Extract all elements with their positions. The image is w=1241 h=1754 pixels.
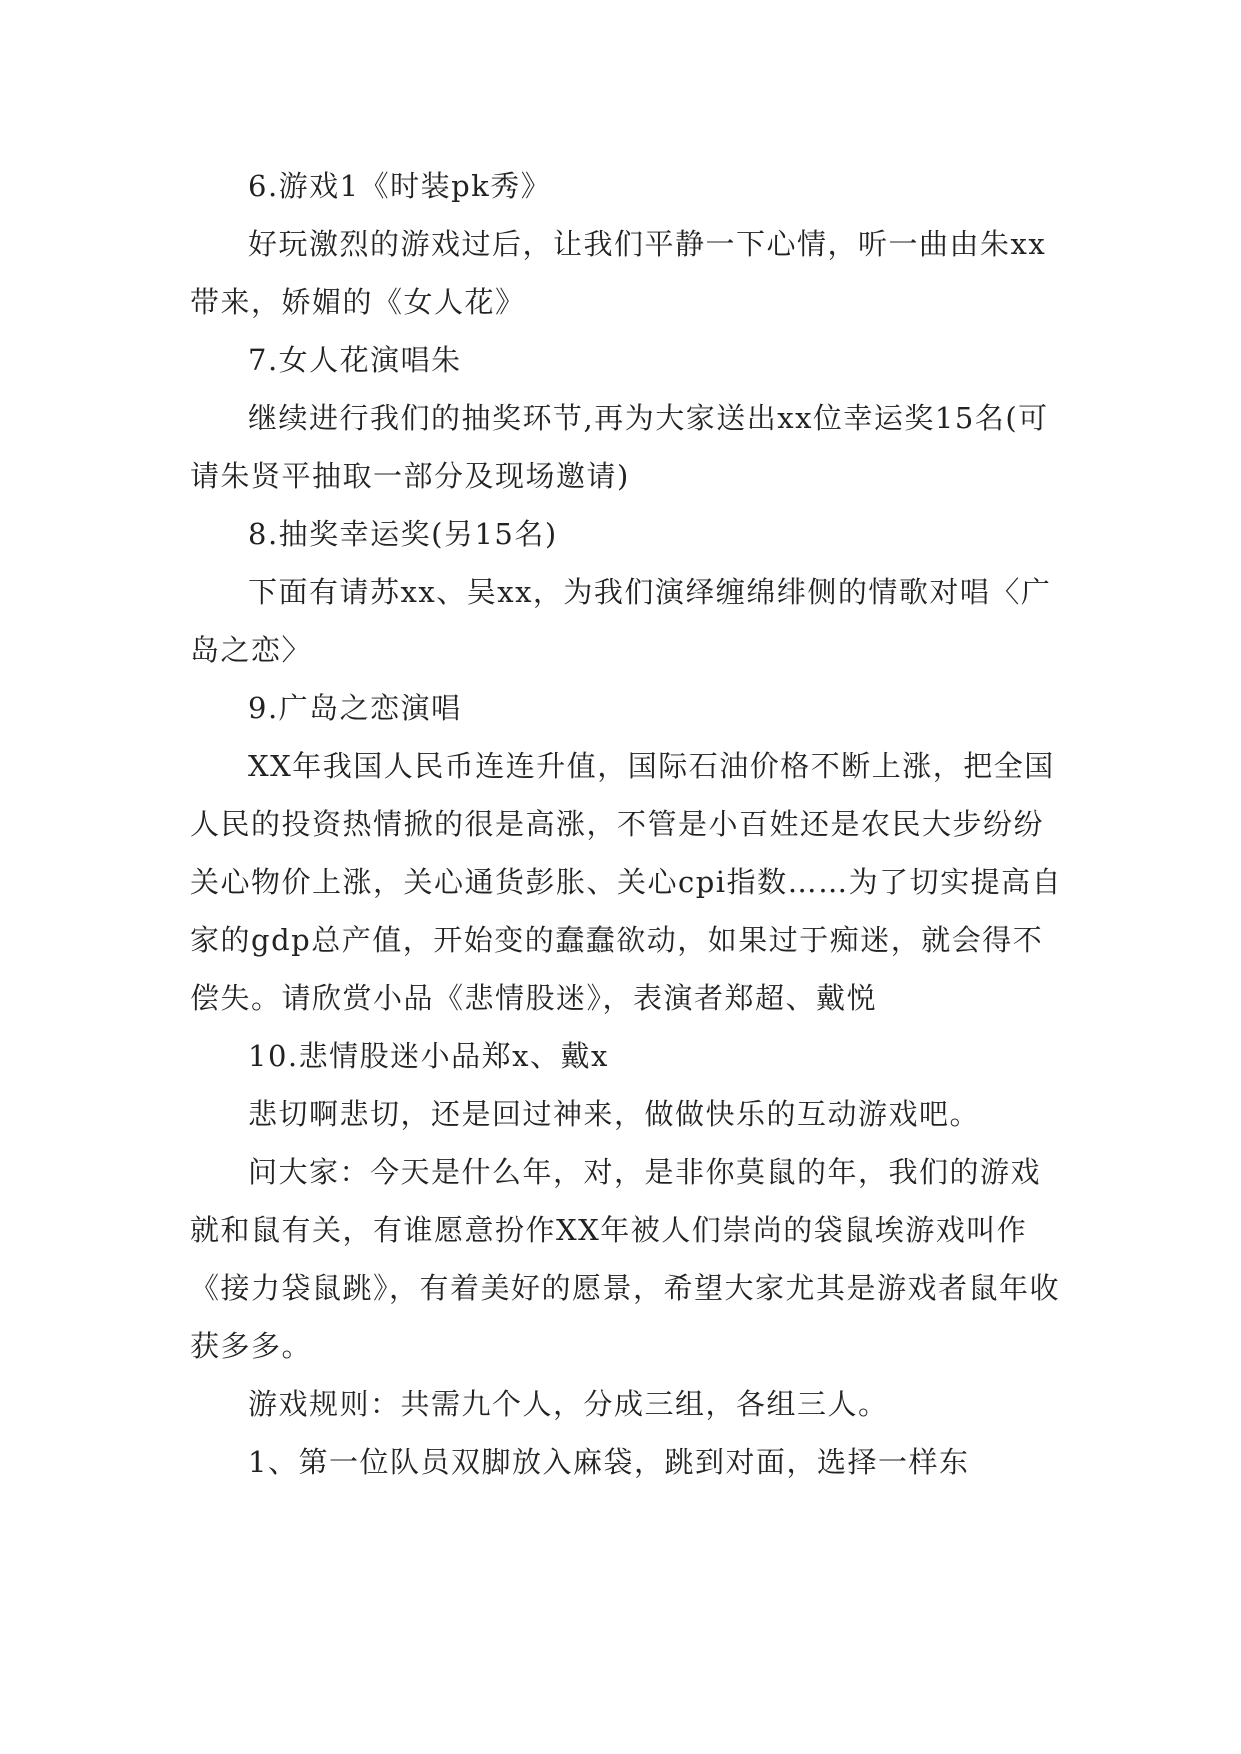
paragraph-game-rules: 游戏规则：共需九个人，分成三组，各组三人。	[248, 1387, 889, 1421]
document-body	[190, 157, 1070, 1491]
paragraph-item-8-title: 8.抽奖幸运奖(另15名)	[248, 517, 558, 551]
paragraph-item-6-title: 6.游戏1《时装pk秀》	[248, 169, 552, 203]
paragraph-rule-1: 1、第一位队员双脚放入麻袋，跳到对面，选择一样东	[248, 1445, 970, 1479]
paragraph-skit-intro: XX年我国人民币连连升值，国际石油价格不断上涨，把全国人民的投资热情掀的很是高涨，不管是小百姓还是农民大步纷纷关心物价上涨，关心通货彭胀、关心cpi指数……为了切实提高自家的gdp总产值，开始变的蠢蠢欲动，如果过于痴迷，就会得不偿失。请欣赏小品《悲情股迷》，表演者郑超、戴悦	[190, 749, 1063, 1015]
paragraph-intro-song: 好玩激烈的游戏过后，让我们平静一下心情，听一曲由朱xx带来，娇媚的《女人花》	[190, 227, 1047, 319]
paragraph-item-9-title: 9.广岛之恋演唱	[248, 691, 462, 725]
paragraph-game-intro: 问大家：今天是什么年，对，是非你莫鼠的年，我们的游戏就和鼠有关，有谁愿意扮作XX年被人们崇尚的袋鼠埃游戏叫作《接力袋鼠跳》，有着美好的愿景，希望大家尤其是游戏者鼠年收获多多。	[190, 1155, 1061, 1363]
paragraph-duet-intro: 下面有请苏xx、吴xx，为我们演绎缠绵绯侧的情歌对唱〈广岛之恋〉	[190, 575, 1052, 667]
paragraph-game-transition: 悲切啊悲切，还是回过神来，做做快乐的互动游戏吧。	[248, 1097, 981, 1131]
paragraph-item-10-title: 10.悲情股迷小品郑x、戴x	[248, 1039, 609, 1073]
paragraph-item-7-title: 7.女人花演唱朱	[248, 343, 462, 377]
paragraph-lottery-intro: 继续进行我们的抽奖环节,再为大家送出xx位幸运奖15名(可请朱贤平抽取一部分及现场邀请)	[190, 401, 1049, 493]
